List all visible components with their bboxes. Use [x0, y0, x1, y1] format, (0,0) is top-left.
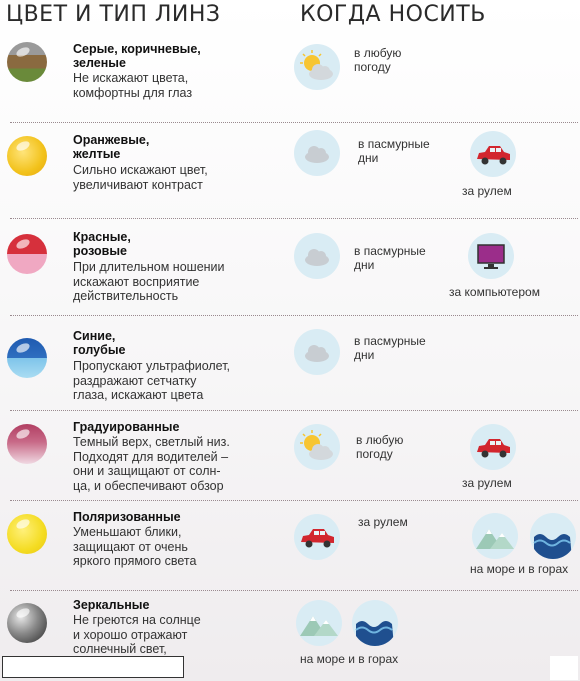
lens-name: Зеркальные	[73, 598, 150, 612]
weather-text: в пасмурные дни	[354, 244, 426, 272]
weather-text: в пасмурные дни	[358, 137, 430, 165]
car-icon	[294, 514, 340, 560]
sea-waves-icon	[352, 600, 398, 646]
lens-name: Синие, голубые	[73, 329, 126, 357]
lens-name: Поляризованные	[73, 510, 181, 524]
sun-cloud-icon	[294, 44, 340, 90]
lens-gray-brown-green-icon	[7, 42, 47, 82]
lens-name: Градуированные	[73, 420, 180, 434]
lens-gradient-icon	[7, 424, 47, 464]
cloud-icon	[294, 130, 340, 176]
blank-corner	[550, 656, 578, 680]
use-caption: за рулем	[462, 184, 512, 198]
separator	[10, 590, 578, 591]
weather-text: в любую погоду	[356, 433, 404, 461]
lens-mirror-icon	[7, 603, 47, 643]
use-caption: за компьютером	[449, 285, 540, 299]
separator	[10, 218, 578, 219]
lens-polarized-icon	[7, 514, 47, 554]
separator	[10, 122, 578, 123]
weather-text: за рулем	[358, 515, 408, 529]
car-icon	[470, 424, 516, 470]
lens-description: При длительном ношении искажают восприятие действительность	[73, 260, 225, 303]
car-icon	[470, 131, 516, 177]
mountains-icon	[296, 600, 342, 646]
cloud-icon	[294, 233, 340, 279]
mountains-icon	[472, 513, 518, 559]
use-caption: за рулем	[462, 476, 512, 490]
cloud-icon	[294, 329, 340, 375]
sea-waves-icon	[530, 513, 576, 559]
separator	[10, 410, 578, 411]
lens-description: Сильно искажают цвет, увеличивают контраст	[73, 163, 208, 192]
weather-text: в любую погоду	[354, 46, 402, 74]
lens-description: Уменьшают блики, защищают от очень яркого прямого света	[73, 525, 197, 568]
when-to-wear-header: КОГДА НОСИТЬ	[300, 2, 486, 27]
lens-description: Не греются на солнце и хорошо отражают солнечный свет,	[73, 613, 201, 656]
sun-cloud-icon	[294, 424, 340, 470]
lens-type-header: ЦВЕТ И ТИП ЛИНЗ	[6, 2, 221, 27]
use-caption: на море и в горах	[470, 562, 569, 576]
lens-description: Не искажают цвета, комфортны для глаз	[73, 71, 193, 100]
lens-blue-icon	[7, 338, 47, 378]
monitor-icon	[468, 233, 514, 279]
separator	[10, 500, 578, 501]
use-caption: на море и в горах	[300, 652, 399, 666]
lens-name: Оранжевые, желтые	[73, 133, 150, 161]
lens-description: Пропускают ультрафиолет, раздражают сетчатку глаза, искажают цвета	[73, 359, 231, 402]
lens-red-pink-icon	[7, 234, 47, 274]
lens-name: Красные, розовые	[73, 230, 131, 258]
lens-description: Темный верх, светлый низ. Подходят для водителей – они и защищают от солн- ца, и обеспечивают обзор	[73, 435, 230, 493]
weather-text: в пасмурные дни	[354, 334, 426, 362]
blank-box	[2, 656, 184, 678]
separator	[10, 315, 578, 316]
lens-name: Серые, коричневые, зеленые	[73, 42, 201, 70]
lens-yellow-icon	[7, 136, 47, 176]
